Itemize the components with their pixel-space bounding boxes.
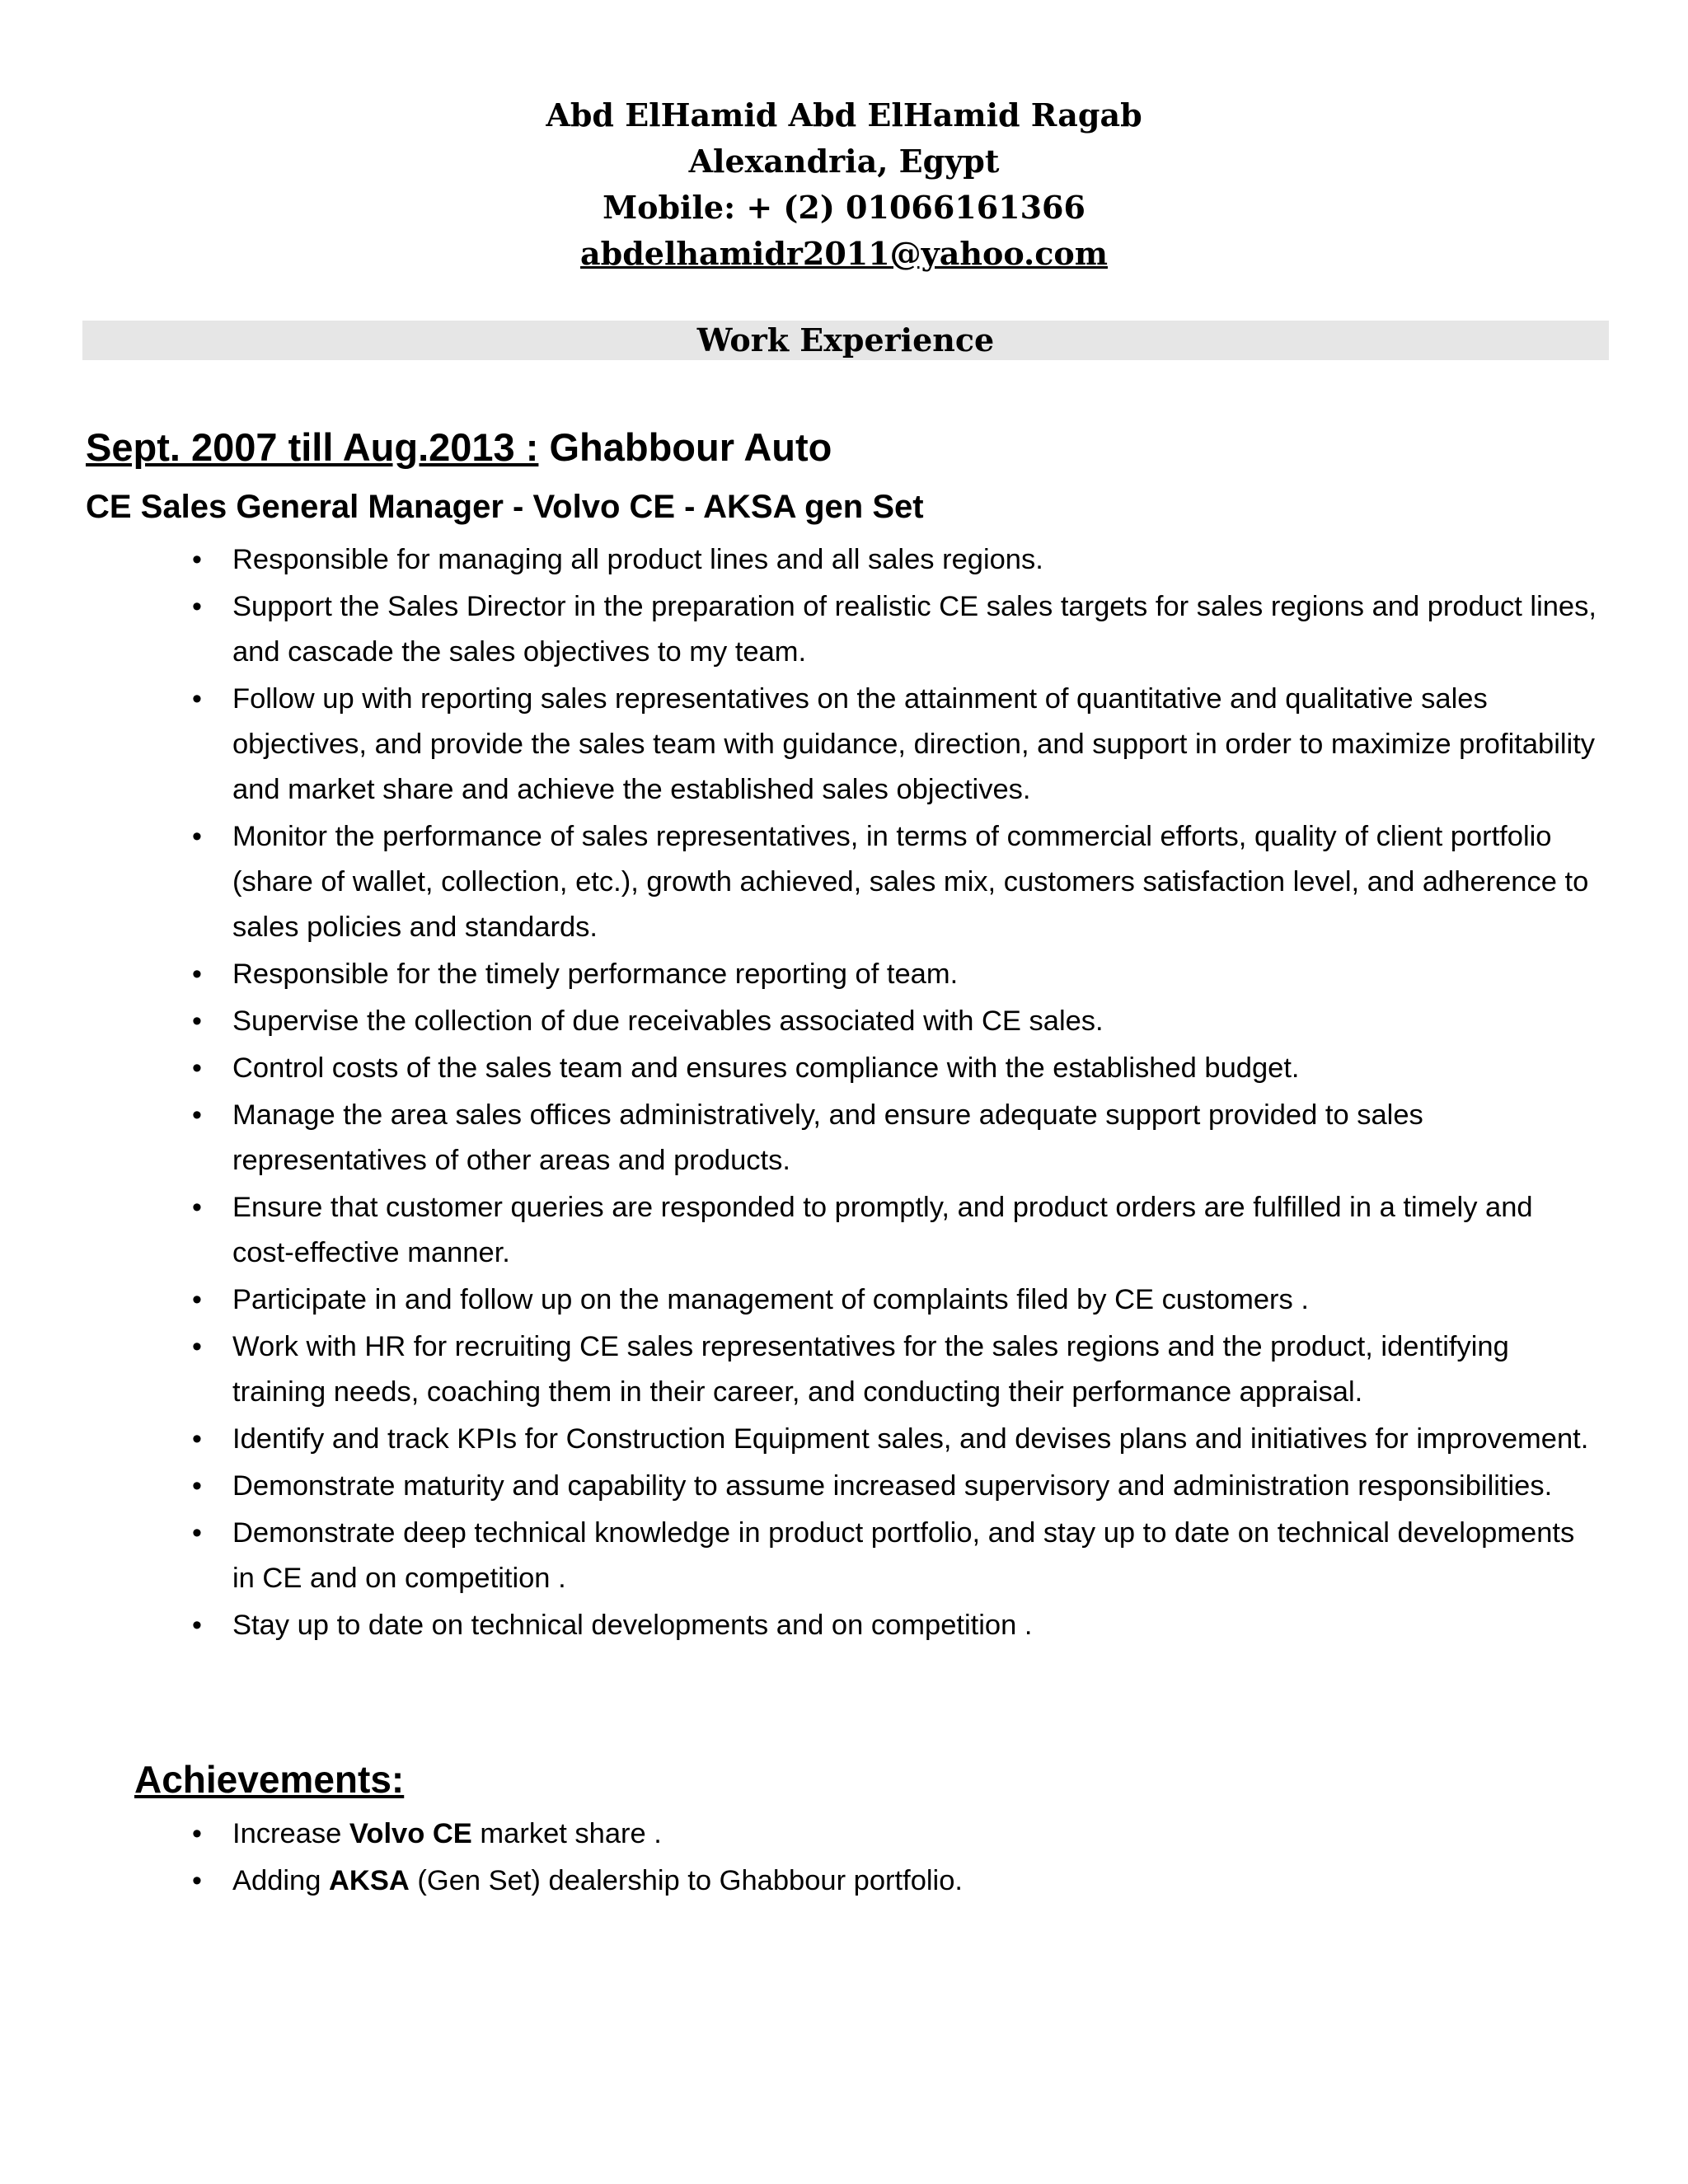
achievement-text	[232, 1811, 1601, 1857]
candidate-mobile: Mobile: + (2) 01066161366	[603, 189, 1085, 226]
candidate-location: Alexandria, Egypt	[688, 143, 1000, 180]
duty-item	[0, 1603, 1601, 1648]
duty-text: Responsible for managing all product lines and all sales regions.	[232, 544, 1043, 575]
bullet-icon: •	[192, 1865, 202, 1896]
duty-item	[0, 584, 1601, 675]
duty-text: Demonstrate deep technical knowledge in product portfolio, and stay up to date on technical developments in CE and on competition .	[232, 1517, 1575, 1594]
duty-text: Control costs of the sales team and ensures compliance with the established budget.	[232, 1052, 1300, 1084]
achievement-item	[0, 1858, 1601, 1904]
bullet-icon: •	[192, 1005, 202, 1037]
duty-text: Manage the area sales offices administratively, and ensure adequate support provided to sales representatives of other areas and products.	[232, 1099, 1423, 1176]
bullet-icon: •	[192, 1331, 202, 1362]
duty-item	[0, 1417, 1601, 1462]
achievement-text-bold: AKSA	[329, 1865, 410, 1896]
job-title: CE Sales General Manager - Volvo CE - AKSA gen Set	[86, 489, 924, 525]
bullet-icon: •	[192, 1470, 202, 1502]
achievement-text-pre: Adding	[232, 1865, 330, 1896]
duty-item	[0, 1046, 1601, 1091]
duty-item	[0, 952, 1601, 997]
duty-item	[0, 1093, 1601, 1183]
section-heading-work-experience: Work Experience	[82, 321, 1609, 360]
bullet-icon: •	[192, 591, 202, 622]
job-period-heading	[86, 420, 832, 475]
job-dates: Sept. 2007 till Aug.2013 :	[86, 425, 539, 469]
bullet-icon: •	[192, 1099, 202, 1131]
duty-item	[0, 1324, 1601, 1415]
bullet-icon: •	[192, 821, 202, 852]
bullet-icon: •	[192, 683, 202, 715]
duty-text: Responsible for the timely performance reporting of team.	[232, 958, 959, 990]
candidate-name: Abd ElHamid Abd ElHamid Ragab	[546, 96, 1142, 134]
achievement-text	[232, 1858, 1601, 1904]
duty-text: Ensure that customer queries are responded to promptly, and product orders are fulfilled in a timely and cost-effective manner.	[232, 1192, 1533, 1268]
achievement-text-post: market share .	[471, 1818, 662, 1849]
candidate-email-link[interactable]: abdelhamidr2011@yahoo.com	[580, 235, 1108, 272]
achievement-text-pre: Increase	[232, 1818, 349, 1849]
achievements-list	[0, 1811, 1601, 1905]
contact-header	[0, 92, 1688, 277]
duty-text: Support the Sales Director in the preparation of realistic CE sales targets for sales regions and product lines, and cascade the sales objectives to my team.	[232, 591, 1597, 668]
bullet-icon: •	[192, 1192, 202, 1223]
bullet-icon: •	[192, 1517, 202, 1549]
achievement-text-post: (Gen Set) dealership to Ghabbour portfolio.	[409, 1865, 963, 1896]
duty-text: Follow up with reporting sales representatives on the attainment of quantitative and qualitative sales objectives, and provide the sales team with guidance, direction, and support in order to maximize profitability and market share and achieve the established sales objectives.	[232, 683, 1596, 805]
job-company: Ghabbour Auto	[538, 425, 832, 469]
duty-item	[0, 1511, 1601, 1601]
duty-text: Participate in and follow up on the management of complaints filed by CE customers .	[232, 1284, 1309, 1315]
achievement-item	[0, 1811, 1601, 1857]
achievements-heading: Achievements:	[134, 1758, 405, 1801]
duty-item	[0, 1277, 1601, 1323]
duty-item	[0, 537, 1601, 583]
bullet-icon: •	[192, 1818, 202, 1849]
duty-text: Demonstrate maturity and capability to assume increased supervisory and administration responsibilities.	[232, 1470, 1553, 1502]
duty-item	[0, 814, 1601, 950]
duty-item	[0, 1464, 1601, 1509]
bullet-icon: •	[192, 1284, 202, 1315]
bullet-icon: •	[192, 1052, 202, 1084]
duty-text: Supervise the collection of due receivables associated with CE sales.	[232, 1005, 1104, 1037]
duties-list	[0, 537, 1601, 1650]
duty-text: Stay up to date on technical developments and on competition .	[232, 1610, 1033, 1641]
bullet-icon: •	[192, 544, 202, 575]
duty-item	[0, 999, 1601, 1044]
bullet-icon: •	[192, 1610, 202, 1641]
achievement-text-bold: Volvo CE	[349, 1818, 472, 1849]
bullet-icon: •	[192, 1423, 202, 1455]
duty-text: Work with HR for recruiting CE sales representatives for the sales regions and the product, identifying training needs, coaching them in their career, and conducting their performance appraisal.	[232, 1331, 1509, 1408]
duty-text: Identify and track KPIs for Construction Equipment sales, and devises plans and initiatives for improvement.	[232, 1423, 1589, 1455]
duty-item	[0, 677, 1601, 813]
duty-text: Monitor the performance of sales representatives, in terms of commercial efforts, quality of client portfolio (share of wallet, collection, etc.), growth achieved, sales mix, customers satisfaction level, and adherence to sales policies and standards.	[232, 821, 1589, 943]
duty-item	[0, 1185, 1601, 1276]
bullet-icon: •	[192, 958, 202, 990]
